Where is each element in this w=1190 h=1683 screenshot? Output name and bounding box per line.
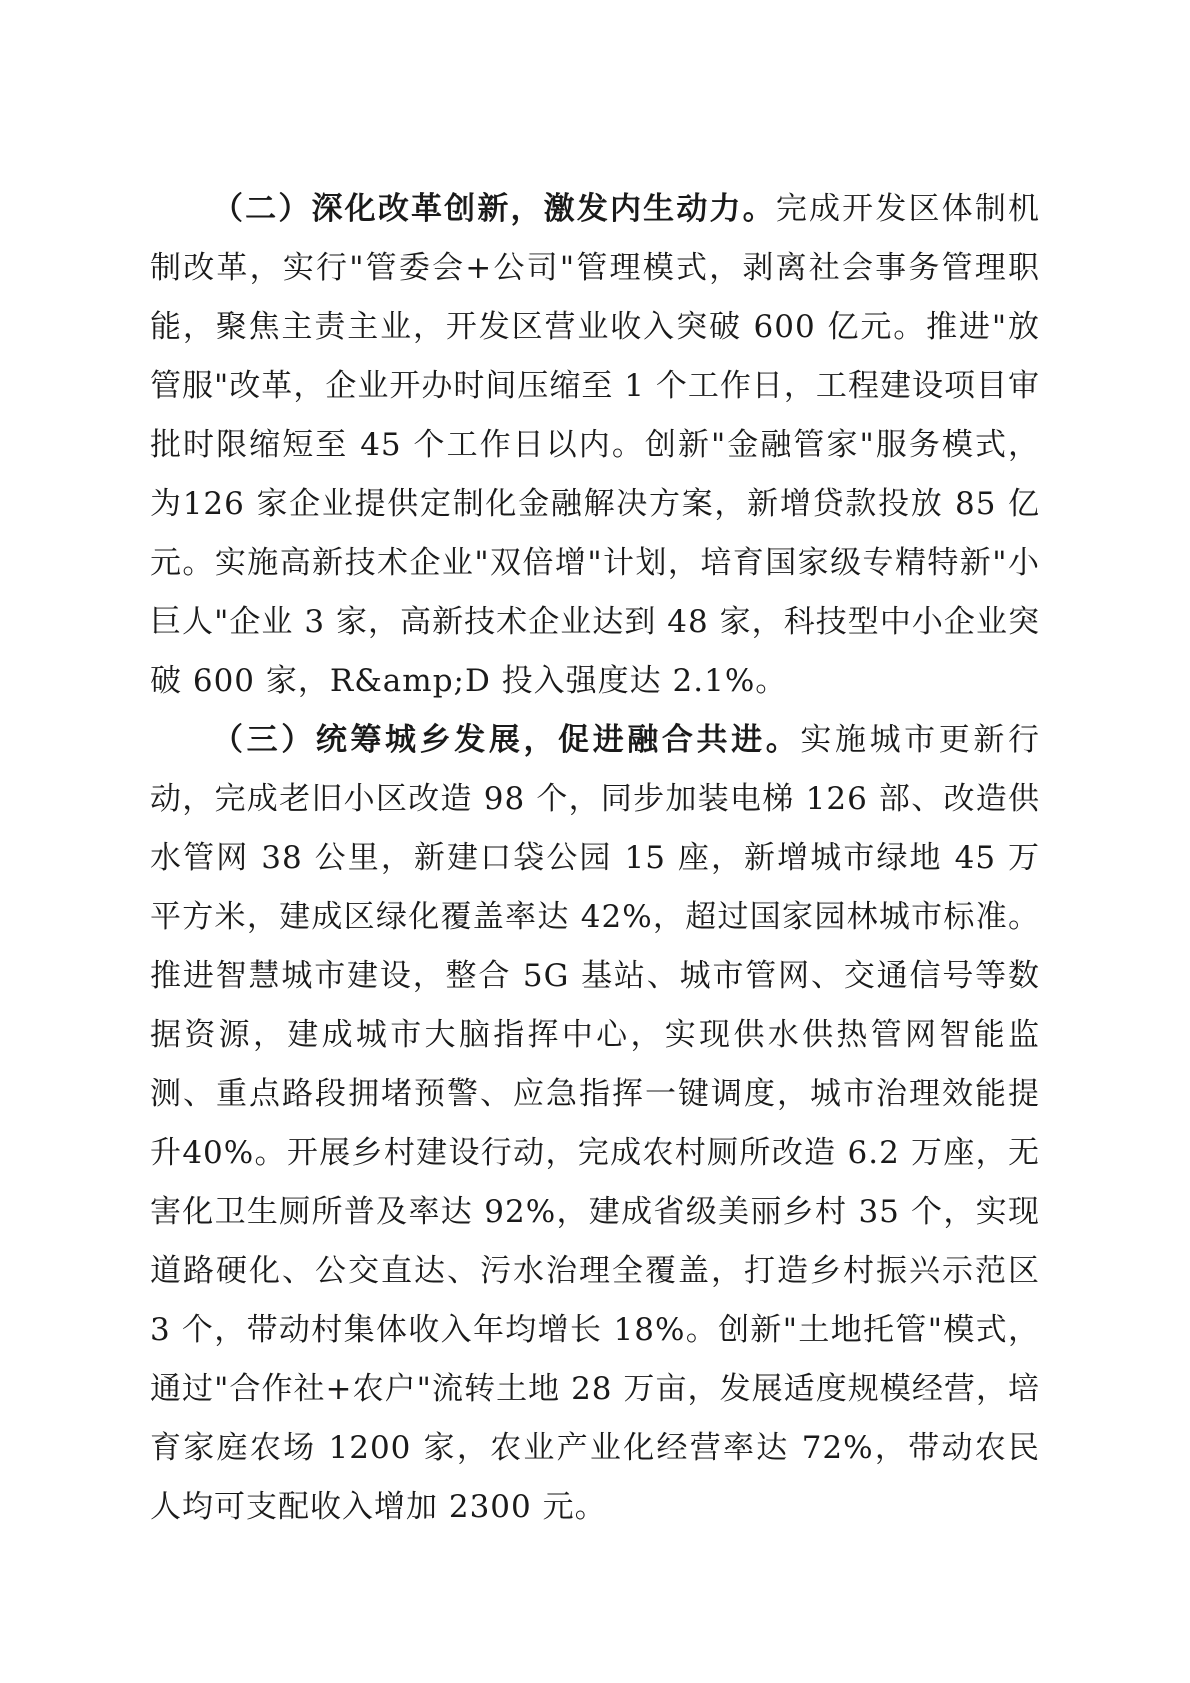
paragraph-body: 实施城市更新行动，完成老旧小区改造 98 个，同步加装电梯 126 部、改造供水管网 38 公里，新建口袋公园 15 座，新增城市绿地 45 万平方米，建成区绿化覆盖率达 42%，超过国家园林城市标准。推进智慧城市建设，整合 5G 基站、城市管网、交通信号等数据资源，建成城市大脑指挥中心，实现供水供热管网智能监测、重点路段拥堵预警、应急指挥一键调度，城市治理效能提升40%。开展乡村建设行动，完成农村厕所改造 6.2 万座，无害化卫生厕所普及率达 92%，建成省级美丽乡村 35 个，实现道路硬化、公交直达、污水治理全覆盖，打造乡村振兴示范区 3 个，带动村集体收入年均增长 18%。创新"土地托管"模式，通过"合作社+农户"流转土地 28 万亩，发展适度规模经营，培育家庭农场 1200 家，农业产业化经营率达 72%，带动农民人均可支配收入增加 2300 元。	[150, 722, 1041, 1525]
paragraph-body: 完成开发区体制机制改革，实行"管委会+公司"管理模式，剥离社会事务管理职能，聚焦主责主业，开发区营业收入突破 600 亿元。推进"放管服"改革，企业开办时间压缩至 1 个工作日，工程建设项目审批时限缩短至 45 个工作日以内。创新"金融管家"服务模式，为126 家企业提供定制化金融解决方案，新增贷款投放 85 亿元。实施高新技术企业"双倍增"计划，培育国家级专精特新"小巨人"企业 3 家，高新技术企业达到 48 家，科技型中小企业突破 600 家，R&amp;D 投入强度达 2.1%。	[150, 191, 1041, 699]
paragraph-urban-rural-development	[150, 711, 1040, 1537]
document-body	[150, 180, 1040, 1537]
paragraph-reform-innovation	[150, 180, 1040, 711]
paragraph-heading: （三）统筹城乡发展，促进融合共进。	[212, 722, 801, 758]
paragraph-heading: （二）深化改革创新，激发内生动力。	[212, 191, 776, 227]
